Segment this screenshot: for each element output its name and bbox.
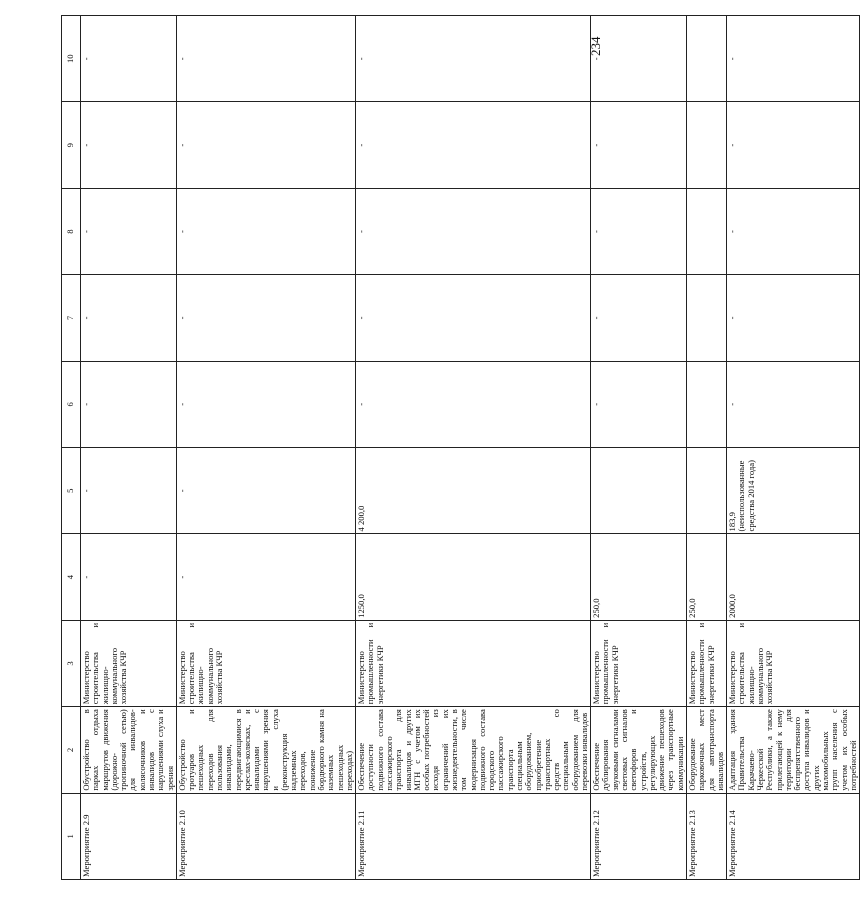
header-col-10: 10 <box>62 16 81 102</box>
measure-description: Обустройство тротуаров и пешеходных переходов для пользования инвалидами, передвигающимися в креслах-колясках, и инвалидами с нарушениями зрения и слуха (реконструкция надземных переходов, понижение бордюрного камня на наземных пешеходных переходах) <box>176 707 355 793</box>
table-row <box>356 16 591 880</box>
measure-description: Оборудование парковочных мест для автотранспорта инвалидов <box>687 707 727 793</box>
cell-col-6: - <box>176 361 355 447</box>
header-col-8: 8 <box>62 188 81 274</box>
cell-col-5: 4 200,0 <box>356 448 591 534</box>
page-number: 234 <box>588 36 603 56</box>
header-row <box>62 16 81 880</box>
cell-col-7: - <box>176 275 355 361</box>
cell-col-5: - <box>81 448 177 534</box>
rotated-table-wrapper <box>61 15 858 880</box>
cell-col-10: - <box>356 16 591 102</box>
header-col-7: 7 <box>62 275 81 361</box>
cell-col-5 <box>687 448 727 534</box>
measure-executor: Министерство строительства и жилищно-коммунального хозяйства КЧР <box>176 620 355 706</box>
measure-executor: Министерство промышленности и энергетики КЧР <box>591 620 687 706</box>
cell-col-6 <box>687 361 727 447</box>
cell-col-10: - <box>81 16 177 102</box>
table-row <box>176 16 355 880</box>
cell-col-10: - <box>176 16 355 102</box>
cell-col-6: - <box>356 361 591 447</box>
measure-description: Обеспечение дублирования звуковыми сигналами световых сигналов светофоров и устройств, регулирующих движение пешеходов через транспортные коммуникации <box>591 707 687 793</box>
cell-col-5 <box>591 448 687 534</box>
cell-col-9: - <box>176 102 355 188</box>
cell-col-7: - <box>727 275 860 361</box>
cell-col-8: - <box>591 188 687 274</box>
cell-col-4: - <box>81 534 177 620</box>
cell-col-9: - <box>727 102 860 188</box>
cell-col-4: 2000,0 <box>727 534 860 620</box>
measure-description: Обеспечение доступности подвижного состава пассажирского транспорта для инвалидов и других МГН с учетом их особых потребностей исходя из ограничений их жизнедеятельности, в том числе модернизация подвижного состава городского пассажирского транспорта специальным оборудованием, приобретение транспортных средств со специальным оборудованием для перевозки инвалидов <box>356 707 591 793</box>
cell-col-8: - <box>356 188 591 274</box>
measure-id: Мероприятие 2.12 <box>591 793 687 879</box>
cell-col-4: 250,0 <box>591 534 687 620</box>
header-col-6: 6 <box>62 361 81 447</box>
cell-col-6: - <box>727 361 860 447</box>
cell-col-7: - <box>356 275 591 361</box>
cell-col-4: - <box>176 534 355 620</box>
cell-col-9: - <box>591 102 687 188</box>
cell-col-5: - <box>176 448 355 534</box>
header-col-4: 4 <box>62 534 81 620</box>
table-row <box>687 16 727 880</box>
header-col-3: 3 <box>62 620 81 706</box>
cell-col-7: - <box>591 275 687 361</box>
cell-col-9 <box>687 102 727 188</box>
header-col-1: 1 <box>62 793 81 879</box>
cell-col-10: - <box>727 16 860 102</box>
header-col-2: 2 <box>62 707 81 793</box>
cell-col-8: - <box>727 188 860 274</box>
cell-col-4: 250,0 <box>687 534 727 620</box>
cell-col-9: - <box>356 102 591 188</box>
measures-table <box>61 15 860 880</box>
cell-col-4: 1250,0 <box>356 534 591 620</box>
cell-col-6: - <box>81 361 177 447</box>
measure-id: Мероприятие 2.13 <box>687 793 727 879</box>
cell-col-9: - <box>81 102 177 188</box>
cell-col-5: 183,9 (неиспользованные средства 2014 года) <box>727 448 860 534</box>
table-row <box>591 16 687 880</box>
header-col-9: 9 <box>62 102 81 188</box>
cell-col-10 <box>687 16 727 102</box>
cell-col-8: - <box>176 188 355 274</box>
cell-col-7 <box>687 275 727 361</box>
measure-executor: Министерство промышленности и энергетики КЧР <box>356 620 591 706</box>
cell-col-8 <box>687 188 727 274</box>
measure-executor: Министерство строительства и жилищно-коммунального хозяйства КЧР <box>727 620 860 706</box>
measure-id: Мероприятие 2.11 <box>356 793 591 879</box>
cell-col-6: - <box>591 361 687 447</box>
cell-col-10: - <box>591 16 687 102</box>
header-col-5: 5 <box>62 448 81 534</box>
measure-executor: Министерство строительства и жилищно-коммунального хозяйства КЧР <box>81 620 177 706</box>
measure-id: Мероприятие 2.9 <box>81 793 177 879</box>
measure-id: Мероприятие 2.14 <box>727 793 860 879</box>
measure-description: Обустройство в парках отдыха маршрутов движения (дорожно-тропиночной сетью) для инвалидов-колясочников и инвалидов с нарушениями слуха и зрения <box>81 707 177 793</box>
cell-col-7: - <box>81 275 177 361</box>
measure-description: Адаптация здания Правительства Карачаево-Черкесской Республики, а также прилегающей к нему территории для беспрепятственного доступа инвалидов и других маломобильных групп населения с учетом их особых потребностей <box>727 707 860 793</box>
measure-id: Мероприятие 2.10 <box>176 793 355 879</box>
measure-executor: Министерство промышленности и энергетики КЧР <box>687 620 727 706</box>
cell-col-8: - <box>81 188 177 274</box>
table-row <box>727 16 860 880</box>
table-row <box>81 16 177 880</box>
